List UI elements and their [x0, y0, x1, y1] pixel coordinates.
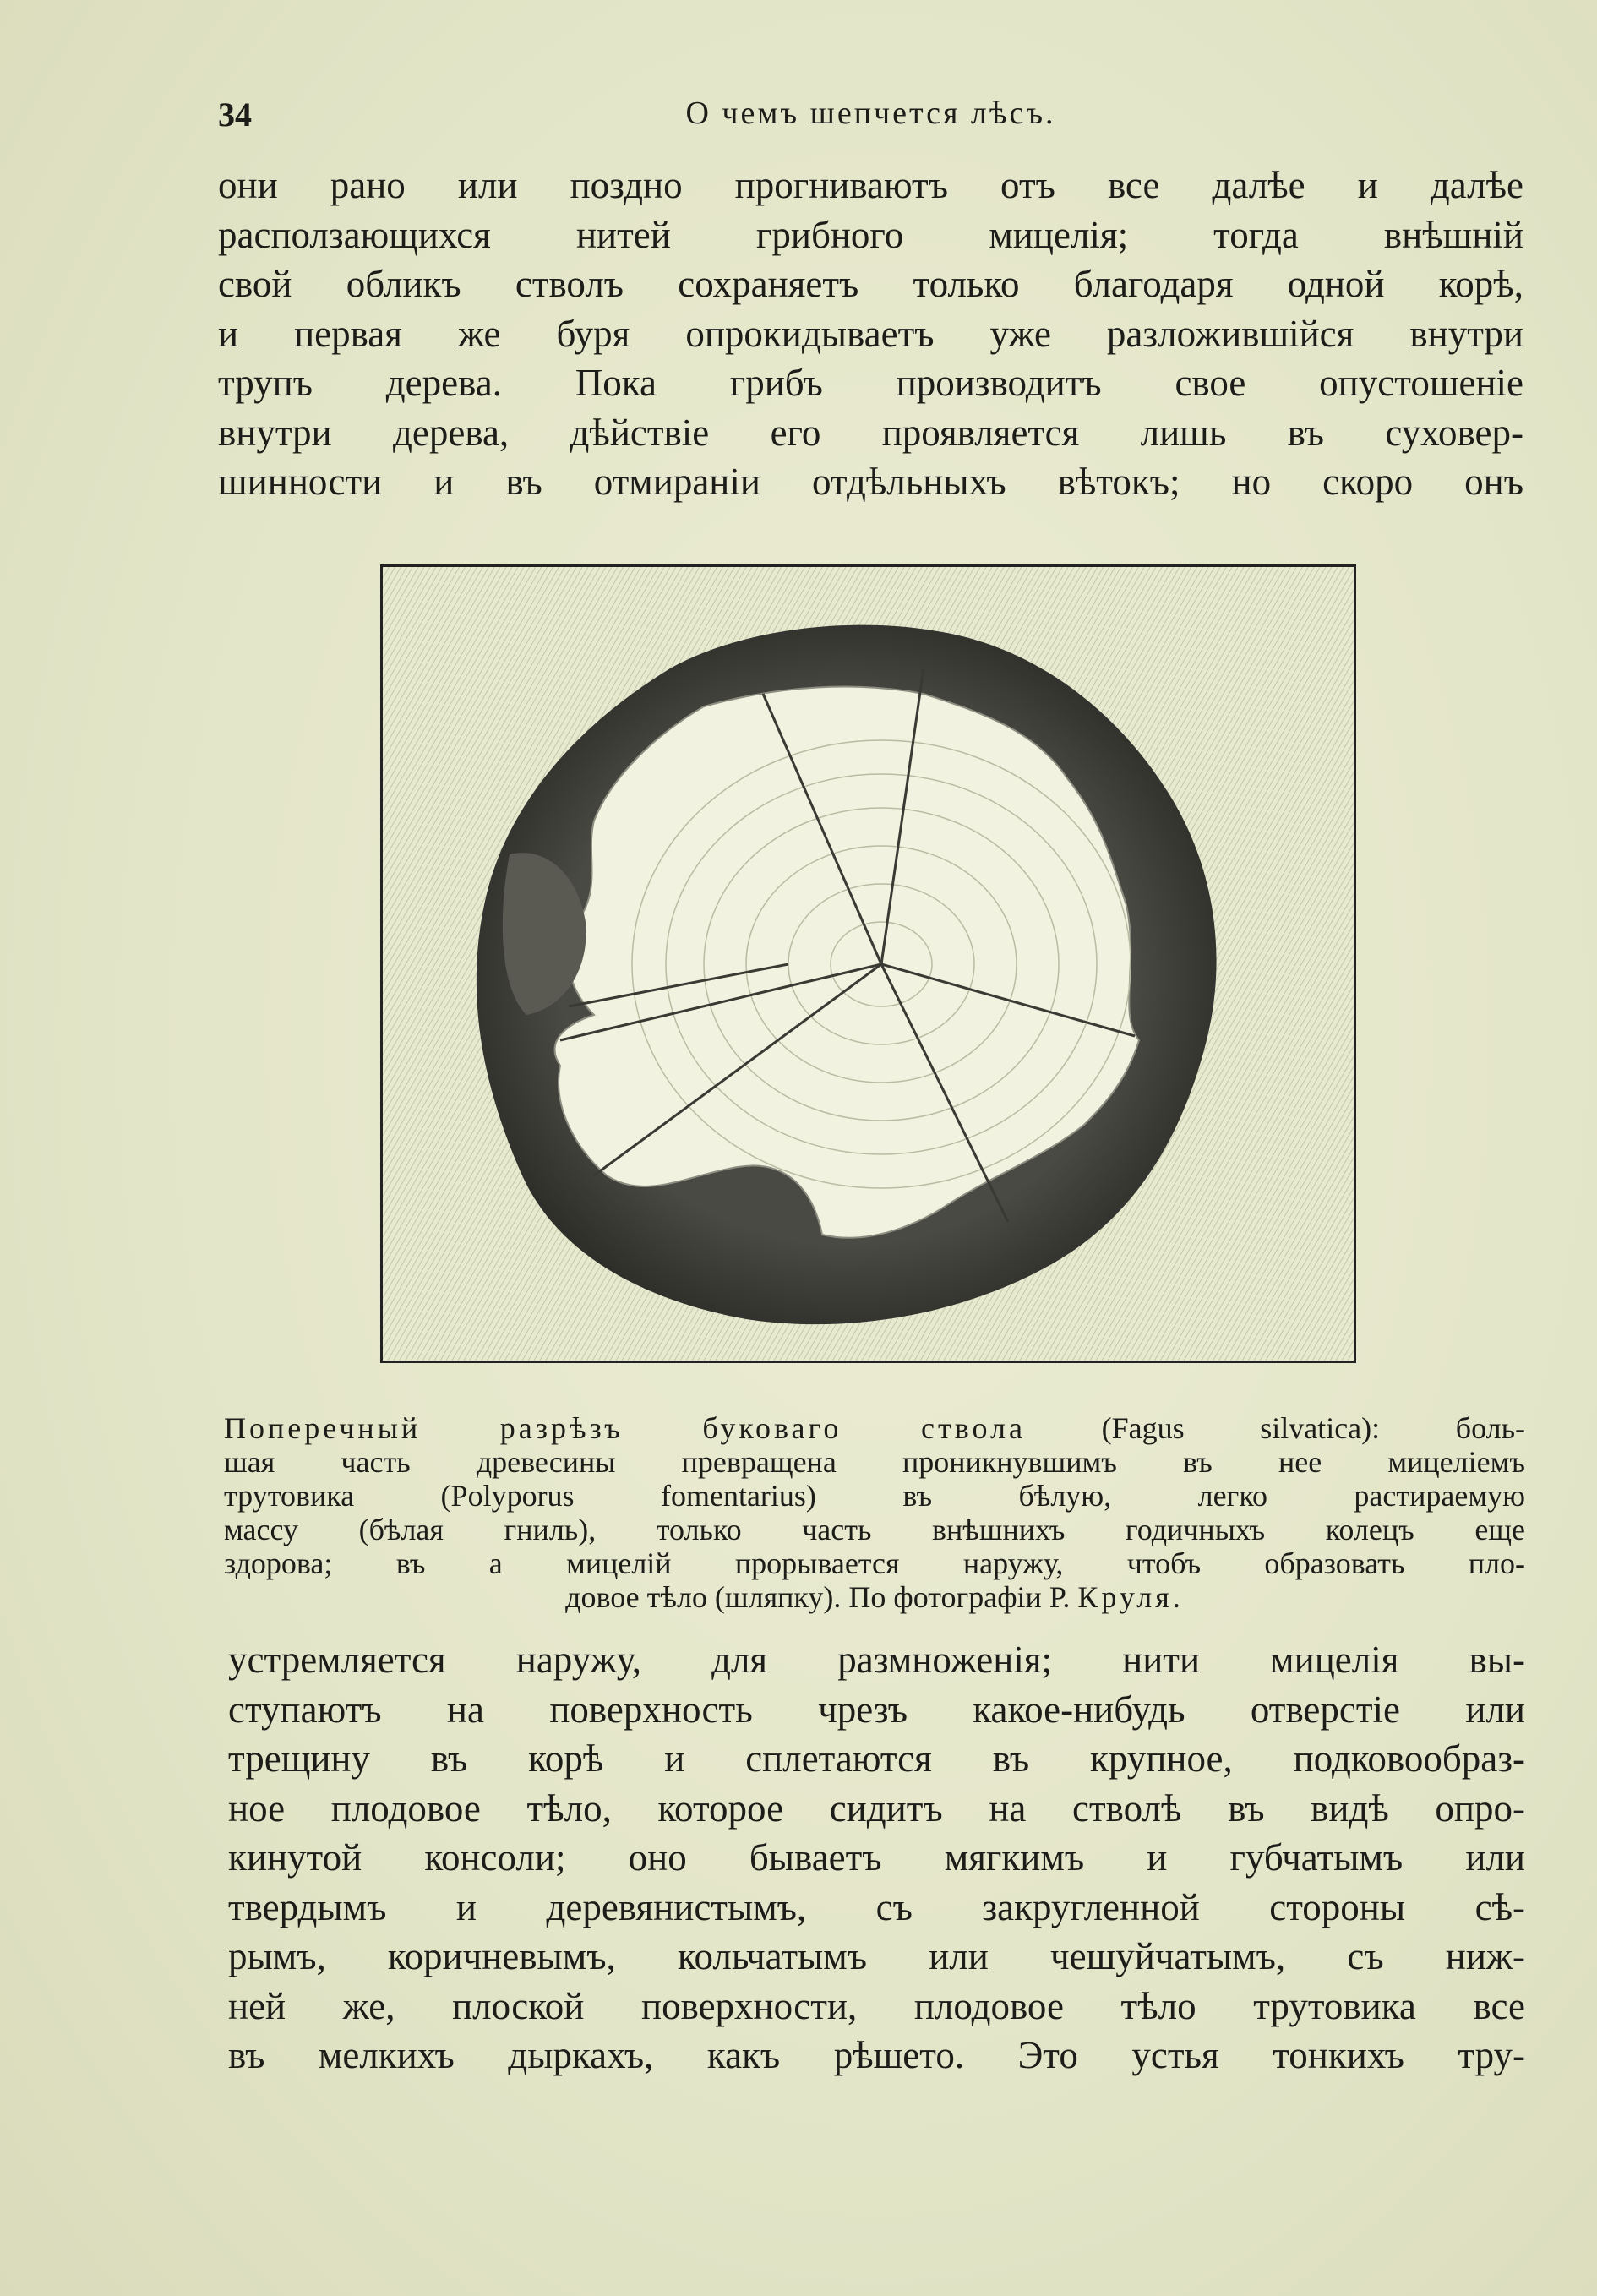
text-line: твердымъ и деревянистымъ, съ закругленной стороны сѣ- [228, 1885, 1525, 1928]
figure-caption [224, 1411, 1525, 1614]
page-header [218, 95, 1523, 145]
figure-trunk-cross-section [380, 564, 1356, 1363]
text-line: трупъ дерева. Пока грибъ производитъ свое опустошеніе [218, 362, 1523, 404]
text-line: рымъ, коричневымъ, кольчатымъ или чешуйчатымъ, съ ниж- [228, 1935, 1525, 1977]
caption-line-6-text: довое тѣло (шляпку). По фотографіи Р. [565, 1580, 1071, 1614]
text-line: въ мелкихъ дыркахъ, какъ рѣшето. Это устья тонкихъ тру- [228, 2034, 1525, 2076]
caption-line-1 [224, 1411, 1525, 1445]
text-line: внутри дерева, дѣйствіе его проявляется лишь въ суховер- [218, 411, 1523, 454]
text-line: устремляется наружу, для размноженія; нити мицелія вы- [228, 1639, 1525, 1681]
caption-line-4: массу (бѣлая гниль), только часть внѣшнихъ годичныхъ колецъ еще [224, 1513, 1525, 1546]
text-line: ступаютъ на поверхность чрезъ какое-нибудь отверстіе или [228, 1688, 1525, 1731]
page-number: 34 [218, 95, 252, 134]
trunk-illustration [383, 567, 1354, 1361]
text-line: они рано или поздно прогниваютъ отъ все далѣе и далѣе [218, 164, 1523, 206]
caption-line-6 [224, 1580, 1525, 1614]
text-line: ное плодовое тѣло, которое сидитъ на стволѣ въ видѣ опро- [228, 1786, 1525, 1830]
text-line: свой обликъ стволъ сохраняетъ только благодаря одной корѣ, [218, 263, 1523, 305]
text-line: ней же, плоской поверхности, плодовое тѣло трутовика все [228, 1984, 1525, 2027]
caption-lead: Поперечный разрѣзъ буковаго ствола [224, 1411, 1026, 1445]
text-line: и первая же буря опрокидываетъ уже разложившійся внутри [218, 312, 1523, 355]
text-line: шинности и въ отмираніи отдѣльныхъ вѣтокъ; но скоро онъ [218, 461, 1523, 503]
text-line: кинутой консоли; оно бываетъ мягкимъ и губчатымъ или [228, 1836, 1525, 1879]
caption-line-5: здорова; въ а мицелій прорывается наружу, чтобъ образовать пло- [224, 1546, 1525, 1580]
paragraph-top [218, 161, 1523, 507]
text-line: расползающихся нитей грибного мицелія; тогда внѣшній [218, 213, 1523, 256]
running-title: О чемъ шепчется лѣсъ. [685, 95, 1056, 131]
paragraph-bottom [228, 1635, 1525, 2081]
caption-line-3: трутовика (Polyporus fomentarius) въ бѣлую, легко растираемую [224, 1479, 1525, 1513]
caption-author: Круля. [1077, 1580, 1184, 1614]
caption-line-1-rest: (Fagus silvatica): боль- [1101, 1411, 1526, 1445]
text-line: трещину въ корѣ и сплетаются въ крупное, подковообраз- [228, 1737, 1525, 1780]
caption-line-2: шая часть древесины превращена проникнувшимъ въ нее мицеліемъ [224, 1445, 1525, 1479]
